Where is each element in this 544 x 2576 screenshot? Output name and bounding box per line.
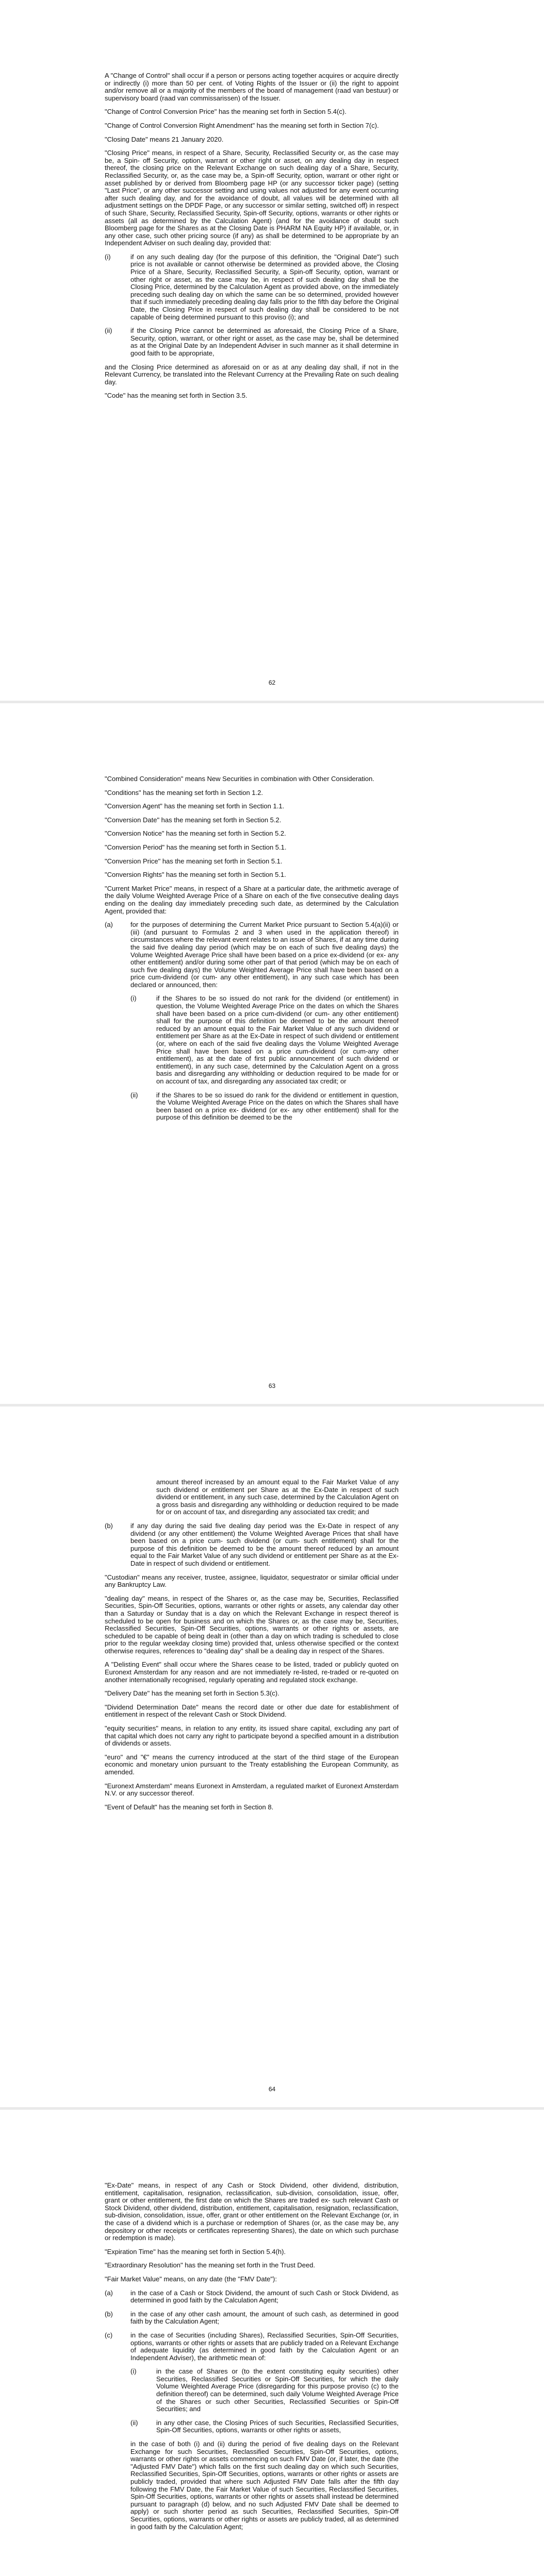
page-65-body [105,2182,399,2537]
sub-list-text: in the case of Shares or (to the extent constituting equity securities) other Securities, Reclassified Securities or Spin-Off Securities, for which the daily Volume Weighted Average Price (disregarding for this purpose proviso (c) to the definition thereof) can be determined, such daily Volume Weighted Average Price of the Shares or such other Securities, Reclassified Securities or Spin-Off Securities; and [156,2367,399,2413]
change-of-control-definition: A "Change of Control" shall occur if a person or persons acting together acquires or acquire directly or indirectly (i) more than 50 per cent. of Voting Rights of the Issuer or (ii) the right to appoint and/or remove all or a majority of the members of the board of management (raad van bestuur) or supervisory board (raad van commissarissen) of the Issuer. [105,72,399,102]
sub-list-item [130,2368,399,2413]
list-label: (i) [105,252,111,261]
code-definition: "Code" has the meaning set forth in Section 3.5. [105,392,248,400]
list-item [105,2311,399,2326]
page-number: 62 [268,679,276,686]
sub-list-item [130,1092,399,1122]
closing-price-definition: "Closing Price" means, in respect of a Share, Security, Reclassified Security or, as the case may be, a Spin- off Security, option, warrant or other right or asset, on any dealing day in respect thereof, the closing price on the Relevant Exchange on such dealing day of a Share, Security, Reclassified Security, or, as the case may be, a Spin-off Security, option, warrant or other right or asset published by or derived from Bloomberg page HP (or any successor ticker page) (setting "Last Price", or any other successor setting and using values not adjusted for any event occurring after such dealing day, and for the avoidance of doubt, all values will be determined with all adjustment settings on the DPDF Page, or any successor or similar setting, switched off) in respect of such Share, Security, Reclassified Security, Spin-off Security, options, warrants or other rights or assets (all as determined by the Calculation Agent) (and for the avoidance of doubt such Bloomberg page for the Shares as at the Closing Date is PHARM NA Equity HP) if available, or, in any other case, such other pricing source (if any) as shall be determined to be appropriate by an Independent Adviser on such dealing day, provided that: [105,149,399,247]
page-64-body [105,1479,399,1817]
expiration-time-definition: "Expiration Time" has the meaning set forth in Section 5.4(h). [105,2247,286,2256]
conversion-rights-definition: "Conversion Rights" has the meaning set forth in Section 5.1. [105,871,286,879]
sub-list-item [130,2419,399,2434]
list-text: if any day during the said five dealing day period was the Ex-Date in respect of any dividend (or any other entitlement) the Volume Weighted Average Prices that shall have been based on a price cum- such dividend (or cum- such entitlement) shall for the purpose of this definition be deemed to be the amount thereof reduced by an amount equal to the Fair Market Value of any such dividend or entitlement per Share as at the Ex-Date in respect of such dividend or entitlement. [130,1521,399,1567]
conversion-period-definition: "Conversion Period" has the meaning set forth in Section 5.1. [105,843,287,851]
list-item [105,253,399,321]
change-of-control-conversion-price-definition: "Change of Control Conversion Price" has the meaning set forth in Section 5.4(c). [105,108,347,116]
sub-list-text: if the Shares to be so issued do rank for the dividend or entitlement in question, the Volume Weighted Average Price on the dates on which the Shares shall have been based on a price ex- dividend (or ex- any other entitlement) shall for the purpose of this definition be deemed to be the [156,1091,399,1122]
sub-list-label: (ii) [130,2418,138,2427]
sub-list-item [130,995,399,1085]
list-label: (ii) [105,327,112,335]
list-label: (c) [105,2331,113,2339]
document-page-64 [0,1406,544,2107]
sub-list-label: (i) [130,994,137,1003]
document-page-63 [0,703,544,1404]
combined-consideration-definition: "Combined Consideration" means New Securities in combination with Other Consideration. [105,775,374,783]
page-number: 63 [268,1382,276,1389]
list-text: for the purposes of determining the Current Market Price pursuant to Section 5.4(a)(ii) or (iii) (and pursuant to Formulas 2 and 3 when used in the application thereof) in circumstances where the relevant event relates to an issue of Shares, if at any time during the said five dealing day period (which may be on each of such five dealing days) the Volume Weighted Average Price shall have been based on a price ex-dividend (or ex- any other entitlement) and/or during some other part of that period (which may be on each of such five dealing days) the Volume Weighted Average Price shall have been based on a price cum-dividend (or cum- any other entitlement), in any such case which has been declared or announced, then: [130,921,399,989]
document-page-62 [0,0,544,701]
document-page-65 [0,2110,544,2576]
list-continuation: in the case of both (i) and (ii) during the period of five dealing days on the Relevant Exchange for such Securities, Reclassified Securities, Spin-Off Securities, options, warrants or other rights or assets commencing on such FMV Date (or, if later, the date (the "Adjusted FMV Date") which falls on the first such dealing day on which such Securities, Reclassified Securities, Spin-Off Securities, options, warrants or other rights or assets are publicly traded, provided that where such Adjusted FMV Date falls after the fifth day following the FMV Date, the Fair Market Value of such Securities, Reclassified Securities, Spin-Off Securities, options, warrants or other rights or assets shall instead be determined pursuant to paragraph (d) below, and no such Adjusted FMV Date shall be deemed to apply) or such shorter period as such Securities, Reclassified Securities, Spin-Off Securities, options, warrants or other rights or assets are publicly traded, all as determined in good faith by the Calculation Agent; [130,2440,399,2531]
list-label: (b) [105,1521,113,1530]
euronext-amsterdam-definition: "Euronext Amsterdam" means Euronext in Amsterdam, a regulated market of Euronext Amsterdam N.V. or any successor thereof. [105,1782,399,1798]
list-text: if the Closing Price cannot be determined as aforesaid, the Closing Price of a Share, Security, option, warrant, or other right or asset, as the case may be, shall be determined as at the Original Date by an Independent Adviser in such manner as it shall determine in good faith to be appropriate, [130,327,399,357]
delisting-event-definition: A "Delisting Event" shall occur where the Shares cease to be listed, traded or publicly quoted on Euronext Amsterdam for any reason and are not immediately re-listed, re-traded or re-quoted on another internationally recognised, regularly operating and regulated stock exchange. [105,1660,399,1684]
list-label: (a) [105,2289,113,2297]
list-item [105,327,399,357]
list-label: (a) [105,921,113,929]
custodian-definition: "Custodian" means any receiver, trustee, assignee, liquidator, sequestrator or similar official under any Bankruptcy Law. [105,1573,399,1589]
sub-list-text: in any other case, the Closing Prices of such Securities, Reclassified Securities, Spin-Off Securities, options, warrants or other rights or assets, [156,2418,399,2434]
page-number: 64 [268,2086,276,2093]
sub-list-label: (ii) [130,1091,138,1099]
dealing-day-definition: "dealing day" means, in respect of the Shares or, as the case may be, Securities, Reclassified Securities, Spin-Off Securities, options, warrants or other rights or assets, any calendar day other than a Saturday or Sunday that is a day on which the Relevant Exchange in respect thereof is scheduled to be open for business and on which the Shares or, as the case may be, Securities, Reclassified Securities, Spin-Off Securities, options, warrants or other rights or assets, are scheduled to be capable of being dealt in (other than a day on which trading is scheduled to close prior to the regular weekday closing time) provided that, unless otherwise specified or the context otherwise requires, references to "dealing day" shall be a dealing day in respect of the Shares. [105,1594,399,1655]
sub-list-text: if the Shares to be so issued do not rank for the dividend (or entitlement) in question, the Volume Weighted Average Price on the dates on which the Shares shall have been based on a price cum-dividend (or cum- any other entitlement) shall for the purpose of this definition be deemed to be the amount thereof reduced by an amount equal to the Fair Market Value of any such dividend or entitlement per Share as at the Ex-Date in respect of such dividend or entitlement (or, where on each of the said five dealing days the Volume Weighted Average Price shall have been based on a price cum-dividend (or cum-any other entitlement), as at the date of first public announcement of such dividend or entitlement), in any such case, determined by the Calculation Agent on a gross basis and disregarding any withholding or deduction required to be made for or on account of tax, and disregarding any associated tax credit; or [156,994,399,1085]
list-label: (b) [105,2310,113,2318]
list-body [130,921,399,1128]
ex-date-definition: "Ex-Date" means, in respect of any Cash or Stock Dividend, other dividend, distribution, entitlement, capitalisation, resignation, reclassification, sub-division, consolidation, issue, offer, grant or other entitlement, the first date on which the Shares are traded ex- such relevant Cash or Stock Dividend, other dividend, distribution, entitlement, capitalisation, resignation, reclassification, sub-division, consolidation, issue, offer, grant or other entitlement on the Relevant Exchange (or, in the case of a dividend which is a purchase or redemption of Shares (or, as the case may be, any depository or other receipts or certificates representing Shares), the date on which such purchase or redemption is made). [105,2181,399,2242]
current-market-price-definition: "Current Market Price" means, in respect of a Share at a particular date, the arithmetic average of the daily Volume Weighted Average Price of a Share on each of the five consecutive dealing days ending on the dealing day immediately preceding such date, as determined by the Calculation Agent, provided that: [105,884,399,915]
list-text: in the case of any other cash amount, the amount of such cash, as determined in good faith by the Calculation Agent; [130,2310,399,2326]
list-text: in the case of a Cash or Stock Dividend, the amount of such Cash or Stock Dividend, as determined in good faith by the Calculation Agent; [130,2289,399,2304]
conditions-definition: "Conditions" has the meaning set forth in Section 1.2. [105,788,263,796]
closing-price-continuation: and the Closing Price determined as aforesaid on or as at any dealing day shall, if not in the Relevant Currency, be translated into the Relevant Currency at the Prevailing Rate on such dealing day. [105,363,399,386]
conversion-notice-definition: "Conversion Notice" has the meaning set forth in Section 5.2. [105,829,286,838]
change-of-control-conversion-right-amendment-definition: "Change of Control Conversion Right Amendment" has the meaning set forth in Section 7(c). [105,121,379,129]
delivery-date-definition: "Delivery Date" has the meaning set forth in Section 5.3(c). [105,1689,279,1698]
closing-date-definition: "Closing Date" means 21 January 2020. [105,135,224,143]
list-item [105,2332,399,2531]
fair-market-value-definition: "Fair Market Value" means, on any date (the "FMV Date"): [105,2275,277,2283]
list-item [105,1522,399,1568]
list-item [105,921,399,1128]
page-62-body [105,72,399,406]
conversion-date-definition: "Conversion Date" has the meaning set forth in Section 5.2. [105,816,282,824]
euro-definition: "euro" and "€" means the currency introduced at the start of the third stage of the European economic and monetary union pursuant to the Treaty establishing the European Community, as amended. [105,1753,399,1776]
list-body [130,2332,399,2531]
sub-list-label: (i) [130,2367,137,2376]
list-text: in the case of Securities (including Shares), Reclassified Securities, Spin-Off Securities, options, warrants or other rights or assets that are publicly traded on a Relevant Exchange of adequate liquidity (as determined in good faith by the Calculation Agent or an Independent Adviser), the arithmetic mean of: [130,2331,399,2362]
equity-securities-definition: "equity securities" means, in relation to any entity, its issued share capital, excluding any part of that capital which does not carry any right to participate beyond a specified amount in a distribution of dividends or assets. [105,1724,399,1748]
extraordinary-resolution-definition: "Extraordinary Resolution" has the meaning set forth in the Trust Deed. [105,2261,316,2269]
conversion-price-definition: "Conversion Price" has the meaning set forth in Section 5.1. [105,857,283,865]
page-63-body [105,775,399,1134]
list-text: if on any such dealing day (for the purpose of this definition, the "Original Date") such price is not available or cannot otherwise be determined as provided above, the Closing Price of a Share, Security, Reclassified Security, a Spin-off Security, option, warrant or other right or asset, as the case may be, in respect of such dealing day shall be the Closing Price, determined by the Calculation Agent as provided above, on the immediately preceding such dealing day on which the same can be so determined, provided however that if such immediately preceding dealing day falls prior to the fifth day before the Original Date, the Closing Price in respect of such dealing day shall be considered to be not capable of being determined pursuant to this proviso (i); and [130,252,399,321]
conversion-agent-definition: "Conversion Agent" has the meaning set forth in Section 1.1. [105,802,285,810]
sub-list-continuation: amount thereof increased by an amount equal to the Fair Market Value of any such dividend or entitlement per Share as at the Ex-Date in respect of such dividend or entitlement, in any such case, determined by the Calculation Agent on a gross basis and disregarding any withholding or deduction required to be made for or on account of tax, and disregarding any associated tax credit; and [156,1478,399,1516]
dividend-determination-date-definition: "Dividend Determination Date" means the record date or other due date for establishment of entitlement in respect of the relevant Cash or Stock Dividend. [105,1703,399,1719]
list-item [105,2290,399,2304]
event-of-default-definition: "Event of Default" has the meaning set forth in Section 8. [105,1803,274,1811]
